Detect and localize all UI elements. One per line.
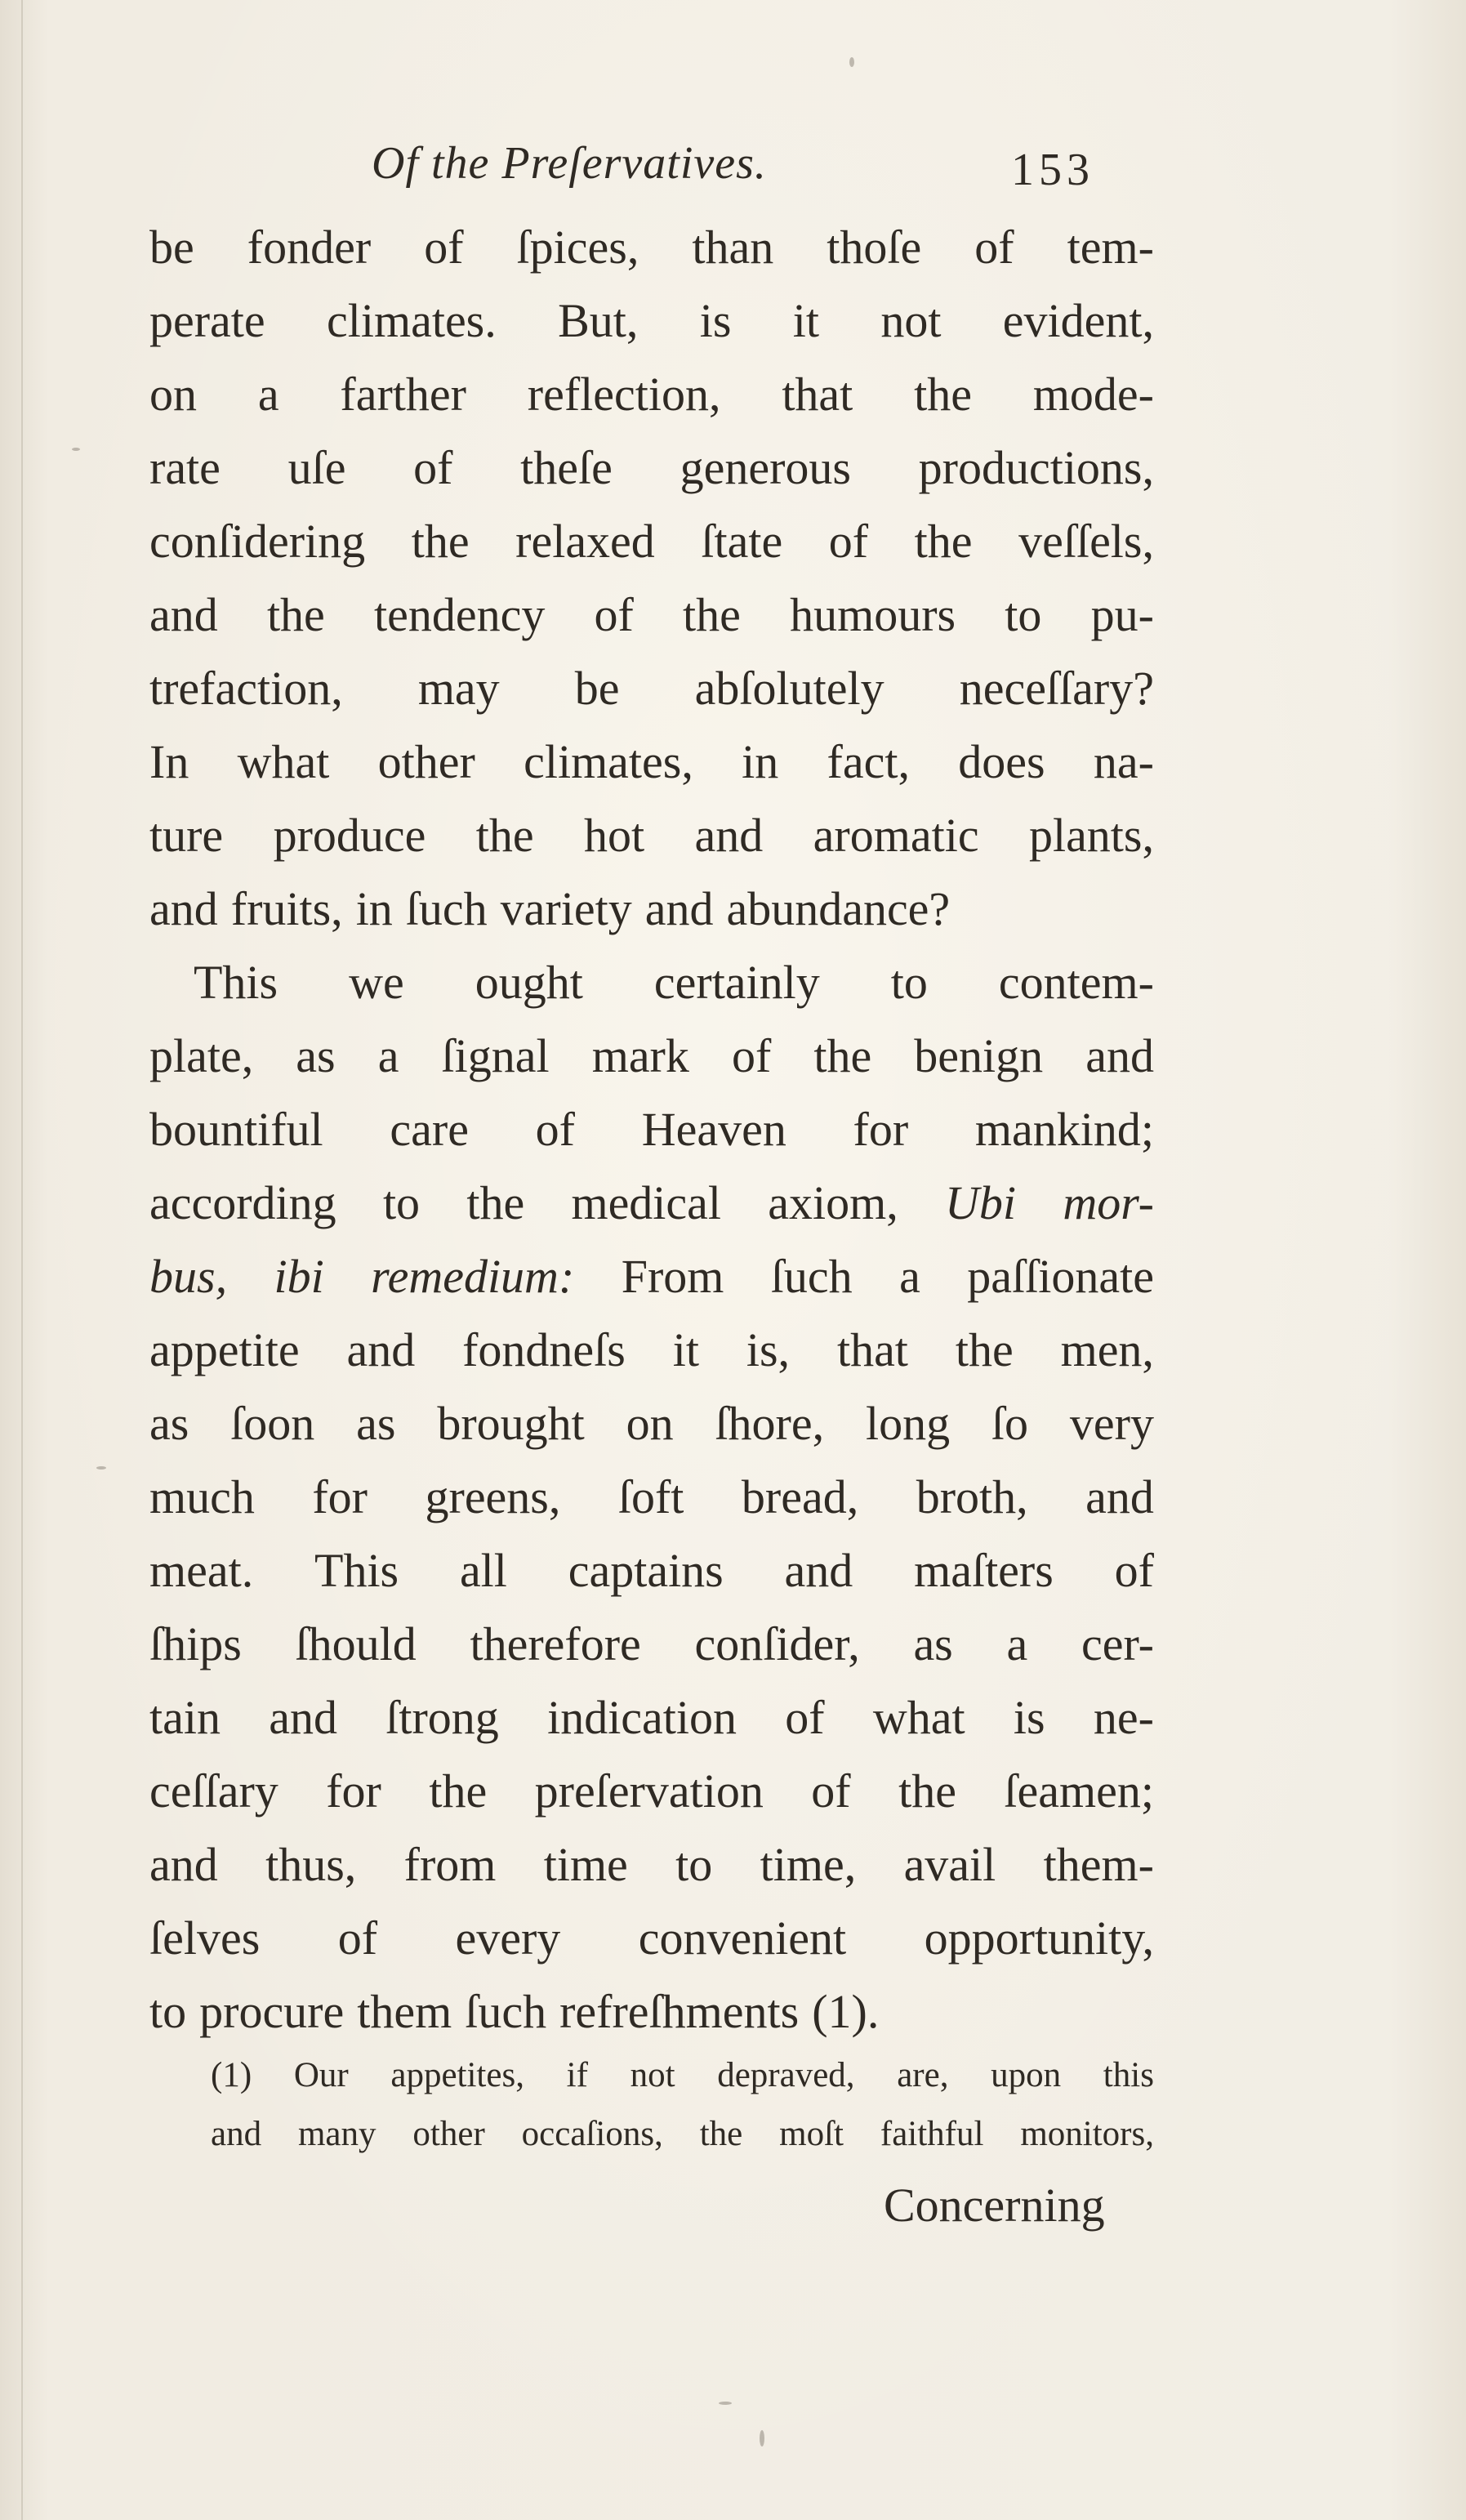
text-line: and fruits, in ſuch variety and abundance?: [149, 882, 951, 935]
text-line: rate uſe of theſe generous productions,: [149, 441, 1154, 494]
footnote-line: and many other occaſions, the moſt faithful monitors,: [211, 2115, 1154, 2153]
page-number: 153: [1011, 145, 1094, 195]
text-line: In what other climates, in fact, does na-: [149, 735, 1154, 788]
text-line: on a farther reflection, that the mode-: [149, 368, 1154, 421]
text-line: appetite and fondneſs it is, that the men,: [149, 1323, 1154, 1376]
text-line: and the tendency of the humours to pu-: [149, 588, 1154, 641]
text-line: according to the medical axiom, Ubi mor-: [149, 1176, 1154, 1229]
paper-speck: [72, 448, 80, 451]
text-line: This we ought certainly to contem-: [194, 956, 1154, 1009]
paper-speck: [96, 1466, 106, 1470]
text-line: bountiful care of Heaven for mankind;: [149, 1103, 1154, 1156]
page-gutter: [21, 0, 23, 2520]
text-line: tain and ſtrong indication of what is ne-: [149, 1691, 1154, 1744]
text-line: plate, as a ſignal mark of the benign and: [149, 1029, 1154, 1082]
text-line: ceſſary for the preſervation of the ſeamen;: [149, 1764, 1154, 1818]
text-line: trefaction, may be abſolutely neceſſary?: [149, 662, 1154, 715]
text-line: to procure them ſuch refreſhments (1).: [149, 1985, 880, 2038]
text-line: ſelves of every convenient opportunity,: [149, 1911, 1154, 1965]
text-line: and thus, from time to time, avail them-: [149, 1838, 1154, 1891]
page-header: [0, 131, 1466, 221]
paper-speck: [849, 57, 854, 67]
text-line: meat. This all captains and maſters of: [149, 1544, 1154, 1597]
footnote-line: (1) Our appetites, if not depraved, are, upon this: [211, 2056, 1154, 2094]
catchword: Concerning: [884, 2179, 1105, 2232]
text-line: be fonder of ſpices, than thoſe of tem-: [149, 221, 1154, 274]
body-text: [149, 211, 1154, 2049]
running-head: Of the Preſervatives.: [372, 138, 767, 189]
text-line: as ſoon as brought on ſhore, long ſo very: [149, 1397, 1154, 1450]
text-line: ſhips ſhould therefore conſider, as a cer-: [149, 1617, 1154, 1670]
footnote: [211, 2046, 1154, 2164]
paper-speck: [760, 2430, 764, 2446]
paper-speck: [719, 2402, 732, 2405]
text-line: bus, ibi remedium: From ſuch a paſſionate: [149, 1250, 1154, 1303]
text-line: ture produce the hot and aromatic plants,: [149, 809, 1154, 862]
text-line: conſidering the relaxed ſtate of the veſſels,: [149, 515, 1154, 568]
text-line: perate climates. But, is it not evident,: [149, 294, 1154, 347]
text-line: much for greens, ſoft bread, broth, and: [149, 1470, 1154, 1523]
